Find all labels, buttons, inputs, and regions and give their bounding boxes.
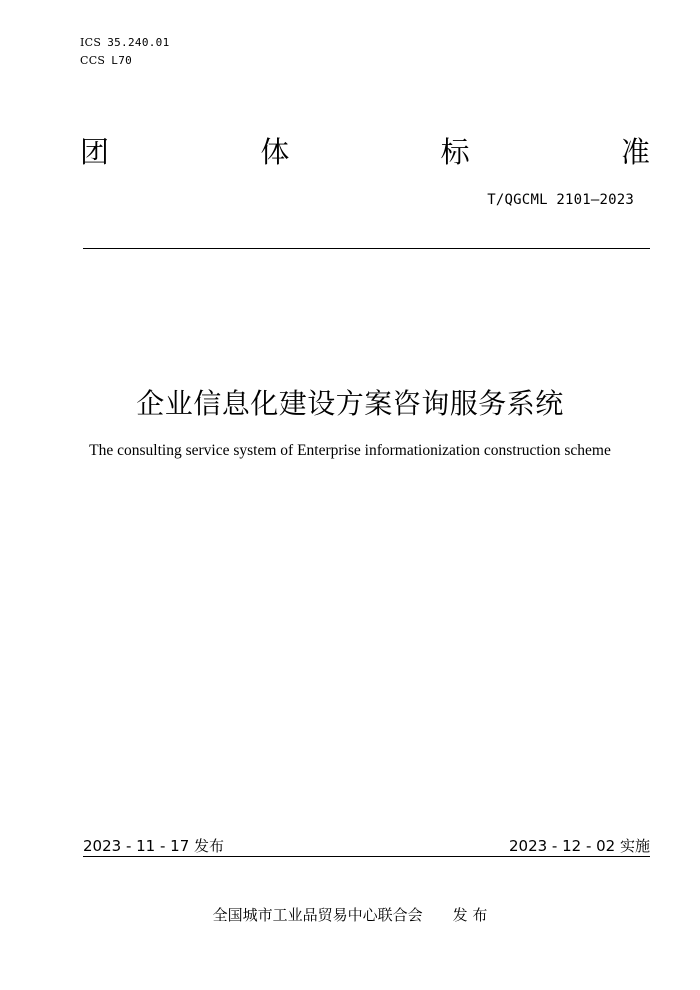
ccs-value: L70 (111, 54, 133, 67)
standard-type-banner (80, 134, 650, 170)
top-divider (83, 248, 650, 249)
banner-char-2: 体 (260, 135, 290, 169)
document-title-chinese: 企业信息化建设方案咨询服务系统 (136, 387, 564, 420)
publisher-action: 发 布 (452, 906, 488, 924)
implementation-date: 2023 - 12 - 02 实施 (508, 837, 650, 855)
banner-char-4: 准 (620, 135, 650, 169)
ics-label: ICS (80, 36, 102, 49)
publish-date: 2023 - 11 - 17 发布 (83, 837, 225, 855)
ccs-label: CCS (80, 54, 106, 67)
bottom-divider (83, 856, 650, 857)
standard-number: T/QGCML 2101—2023 (487, 192, 634, 208)
publisher-line (0, 904, 700, 925)
banner-char-1: 团 (80, 135, 110, 169)
document-title-english: The consulting service system of Enterprise informationization construction scheme (89, 442, 611, 459)
ccs-code (80, 54, 132, 67)
banner-char-3: 标 (440, 135, 470, 169)
ics-value: 35.240.01 (107, 36, 170, 49)
publisher-name: 全国城市工业品贸易中心联合会 (212, 906, 423, 924)
ics-code (80, 36, 170, 49)
